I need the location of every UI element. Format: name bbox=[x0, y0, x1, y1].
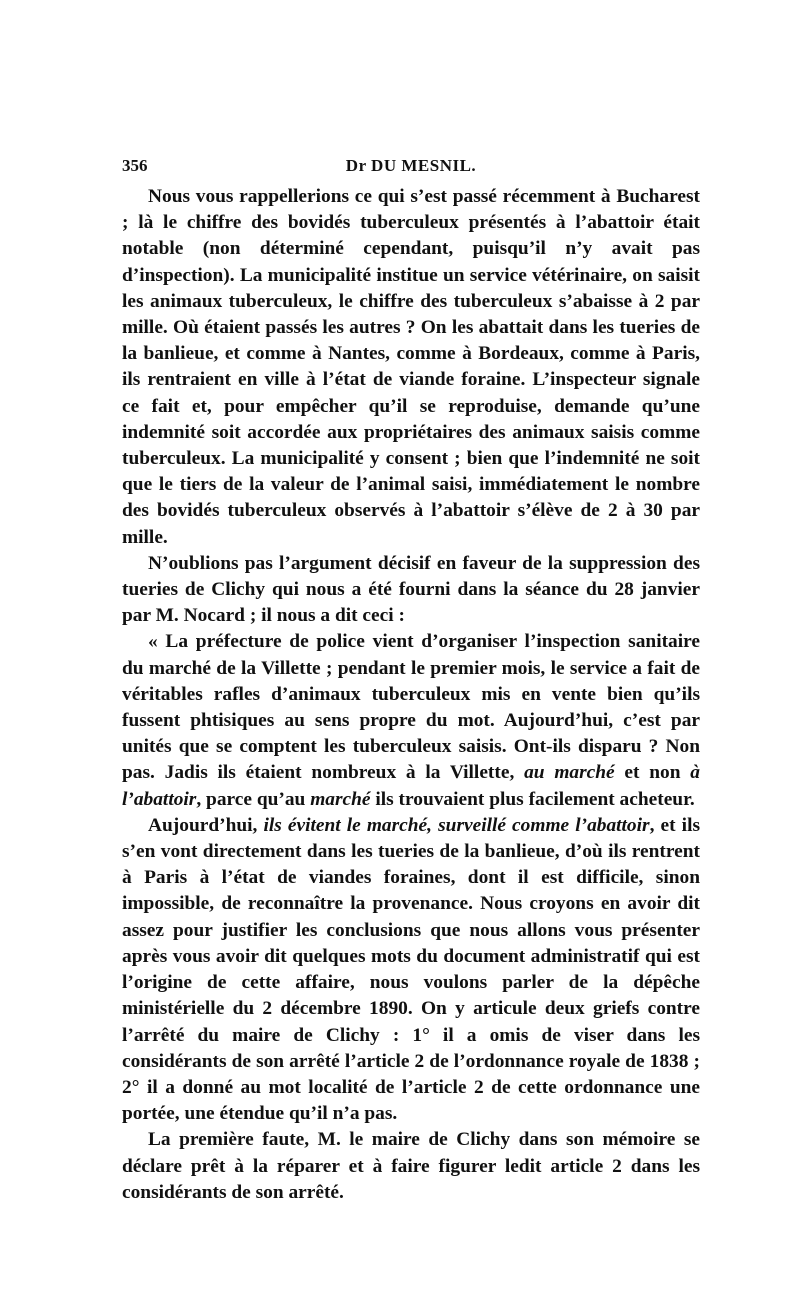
today-text-2: , et ils s’en vont directement dans les tueries de la banlieue, d’où ils rentrent à Paris à l’état de viandes foraines, dont il est difficile, sinon impossible, de reconnaître la provenance. Nous croyons en avoir dit assez pour justifier les conclusions que nous allons vous présenter après vous avoir dit quelques mots du document administratif qui est l’origine de cette affaire, nous voulons parler de la dépêche ministérielle du 2 décembre 1890. On y articule deux griefs contre l’arrêté du maire de Clichy : 1° il a omis de viser dans les considérants de son arrêté l’article 2 de l’ordonnance royale de 1838 ; 2° il a donné au mot localité de l’article 2 de cette ordonnance une portée, une étendue qu’il n’a pas. bbox=[122, 814, 700, 1125]
body-text bbox=[122, 184, 700, 1206]
page-number: 356 bbox=[122, 156, 148, 175]
quote-emphasis-2: à l’abattoir bbox=[122, 762, 700, 810]
today-text-1: Aujourd’hui, bbox=[148, 814, 264, 836]
paragraph-today bbox=[122, 813, 700, 1127]
quote-text-4: ils trouvaient plus facilement acheteur. bbox=[370, 788, 695, 810]
paragraph-nocard-argument: N’oublions pas l’argument décisif en faveur de la suppression des tueries de Clichy qui nous a été fourni dans la séance du 28 janvier par M. Nocard ; il nous a dit ceci : bbox=[122, 552, 700, 627]
paragraph-bucharest: Nous vous rappellerions ce qui s’est passé récemment à Bucharest ; là le chiffre des bovidés tuberculeux présentés à l’abattoir était notable (non déterminé cependant, puisqu’il n’y avait pas d’inspection). La municipalité institue un service vétérinaire, on saisit les animaux tuberculeux, le chiffre des tuberculeux s’abaisse à 2 par mille. Où étaient passés les autres ? On les abattait dans les tueries de la banlieue, et comme à Nantes, comme à Bordeaux, comme à Paris, ils rentraient en ville à l’état de viande foraine. L’inspecteur signale ce fait et, pour empêcher qu’il se reproduise, demande qu’une indemnité soit accordée aux propriétaires des animaux saisis comme tuberculeux. La municipalité y consent ; bien que l’indemnité ne soit que le tiers de la valeur de l’animal saisi, immédiatement le nombre des bovidés tuberculeux observés à l’abattoir s’élève de 2 à 30 par mille. bbox=[122, 186, 700, 548]
quote-emphasis-1: au marché bbox=[524, 762, 615, 784]
today-emphasis: ils évitent le marché, surveillé comme l’abattoir bbox=[263, 814, 650, 836]
page-header bbox=[122, 156, 700, 180]
quote-emphasis-3: marché bbox=[310, 788, 371, 810]
quote-text-3: , parce qu’au bbox=[196, 788, 311, 810]
paragraph-first-fault: La première faute, M. le maire de Clichy dans son mémoire se déclare prêt à la réparer et à faire figurer ledit article 2 dans les considérants de son arrêté. bbox=[122, 1129, 700, 1203]
paragraph-quotation bbox=[122, 629, 700, 812]
quote-text-2: et non bbox=[614, 762, 691, 784]
running-head: Dr DU MESNIL. bbox=[345, 156, 477, 175]
quote-text-1: « La préfecture de police vient d’organiser l’inspection sanitaire du marché de la Villette ; pendant le premier mois, le service a fait de véritables rafles d’animaux tuberculeux mis en vente bien qu’ils fussent phtisiques au sens propre du mot. Aujourd’hui, c’est par unités que se comptent les tuberculeux saisis. Ont-ils disparu ? Non pas. Jadis ils étaient nombreux à la Villette, bbox=[122, 631, 700, 784]
